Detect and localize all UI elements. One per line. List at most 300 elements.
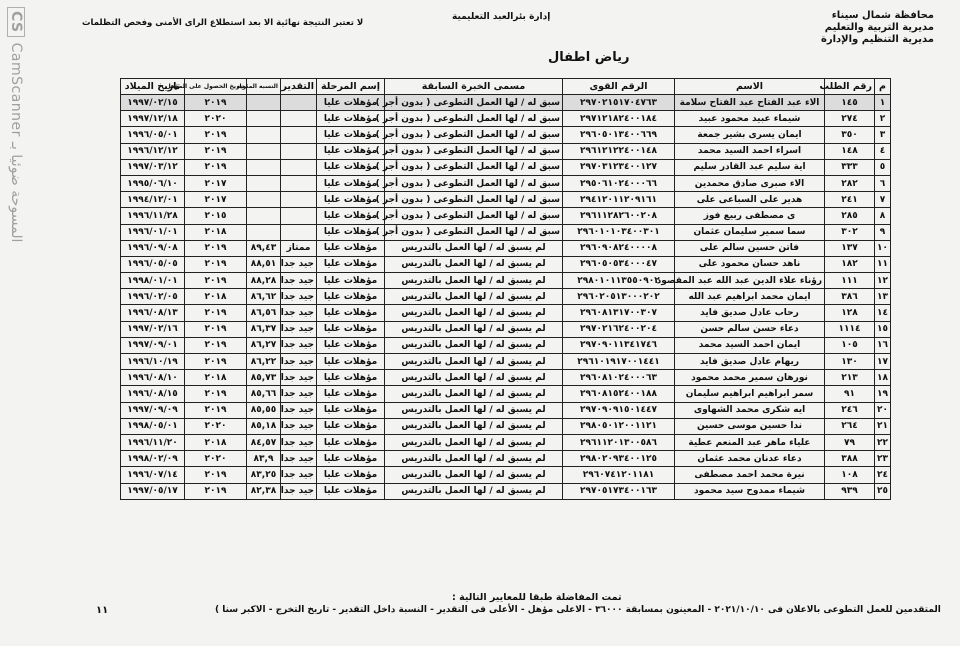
cell-pct: ٨٦,٢٢ xyxy=(247,354,281,370)
col-exp: مسمى الخبرة السابقة xyxy=(385,79,563,95)
cell-name: هدير على السباعى على xyxy=(675,192,825,208)
cell-name: علياء ماهر عبد المنعم عطية xyxy=(675,434,825,450)
cell-grade: جيد جدا xyxy=(281,386,317,402)
cell-num: ٤ xyxy=(875,143,891,159)
cell-app: ٩٣٩ xyxy=(825,483,875,499)
cell-app: ١٤٥ xyxy=(825,95,875,111)
table-row xyxy=(121,418,891,434)
cell-natid: ٢٩٦١١٢٨٢٦٠٠٢٠٨ xyxy=(563,208,675,224)
cell-exp: لم يسبق له / لها العمل بالتدريس xyxy=(385,289,563,305)
cell-stage: مؤهلات عليا xyxy=(317,467,385,483)
table-row xyxy=(121,175,891,191)
col-natid: الرقم القوى xyxy=(563,79,675,95)
cell-exp: لم يسبق له / لها العمل بالتدريس xyxy=(385,354,563,370)
cell-app: ٩١ xyxy=(825,386,875,402)
cell-name: ايمان محمد ابراهيم عبد الله xyxy=(675,289,825,305)
table-row xyxy=(121,354,891,370)
cell-dob: ١٩٩٦/٠٩/٠٨ xyxy=(121,240,185,256)
cell-stage: مؤهلات عليا xyxy=(317,208,385,224)
cell-grade: جيد جدا xyxy=(281,451,317,467)
cell-pct xyxy=(247,159,281,175)
cell-stage: مؤهلات عليا xyxy=(317,127,385,143)
cell-gdate: ٢٠١٩ xyxy=(185,321,247,337)
cell-stage: مؤهلات عليا xyxy=(317,175,385,191)
cell-natid: ٢٩٦٠١٠١٠٣٤٠٠٣٠١ xyxy=(563,224,675,240)
cell-name: ايمان احمد السيد محمد xyxy=(675,337,825,353)
cell-pct xyxy=(247,95,281,111)
cell-gdate: ٢٠١٩ xyxy=(185,143,247,159)
cell-num: ١١ xyxy=(875,256,891,272)
cell-gdate: ٢٠١٩ xyxy=(185,95,247,111)
cell-app: ٣٥٠ xyxy=(825,127,875,143)
cell-grade xyxy=(281,192,317,208)
cell-stage: مؤهلات عليا xyxy=(317,289,385,305)
footer-criteria-text: المتقدمين للعمل التطوعى بالاعلان فى ٢٠٢١/١٠/١٠ - المعينون بمسابقة ٣٦٠٠٠ - الاعلى مؤهل - الأعلى فى التقدير - النسبة داخل التقدير - تاريخ التخرج - الاكبر سنا ) xyxy=(215,605,941,615)
cell-natid: ٢٩٧٠٣١٢٣٤٠٠١٢٧ xyxy=(563,159,675,175)
cell-app: ١٢٨ xyxy=(825,305,875,321)
cell-dob: ١٩٩٦/٠٢/٠٥ xyxy=(121,289,185,305)
col-stage: إسم المرحلة xyxy=(317,79,385,95)
cell-name: رؤناء علاء الدين عبد الله عبد المقصود xyxy=(675,273,825,289)
cell-name: نورهان سمير محمد محمود xyxy=(675,370,825,386)
cell-name: رحاب عادل صديق فايد xyxy=(675,305,825,321)
cell-dob: ١٩٩٦/٠٥/٠١ xyxy=(121,127,185,143)
table-row xyxy=(121,370,891,386)
cell-stage: مؤهلات عليا xyxy=(317,273,385,289)
table-row xyxy=(121,143,891,159)
cell-num: ٢٢ xyxy=(875,434,891,450)
cell-dob: ١٩٩٦/٠٨/١٥ xyxy=(121,386,185,402)
cell-num: ٣ xyxy=(875,127,891,143)
cell-stage: مؤهلات عليا xyxy=(317,370,385,386)
cell-name: ريهام عادل صديق فايد xyxy=(675,354,825,370)
cell-natid: ٢٩٦٠٨١٠٢٤٠٠٠٦٣ xyxy=(563,370,675,386)
cell-stage: مؤهلات عليا xyxy=(317,451,385,467)
cell-gdate: ٢٠٢٠ xyxy=(185,451,247,467)
camscanner-watermark xyxy=(4,8,26,608)
cell-grade: جيد جدا xyxy=(281,370,317,386)
cell-gdate: ٢٠١٧ xyxy=(185,175,247,191)
cell-num: ١ xyxy=(875,95,891,111)
cell-natid: ٢٩٦٠٥٠١٣٤٠٠٦٦٩ xyxy=(563,127,675,143)
cell-app: ٢٦٤ xyxy=(825,418,875,434)
cell-app: ٣٨٨ xyxy=(825,451,875,467)
cell-name: شيماء ممدوح سيد محمود xyxy=(675,483,825,499)
cell-grade xyxy=(281,224,317,240)
cell-dob: ١٩٩٦/٠٧/١٤ xyxy=(121,467,185,483)
cell-exp: سبق له / لها العمل التطوعى ( بدون أجر ) xyxy=(385,224,563,240)
cell-stage: مؤهلات عليا xyxy=(317,434,385,450)
cell-num: ١٨ xyxy=(875,370,891,386)
cell-dob: ١٩٩٧/٠٩/٠٩ xyxy=(121,402,185,418)
cell-gdate: ٢٠١٩ xyxy=(185,483,247,499)
watermark-text: CamScanner المسوحة ضوئيا بـ xyxy=(8,42,24,243)
table-row xyxy=(121,208,891,224)
cell-pct: ٨٦,٦٢ xyxy=(247,289,281,305)
cell-dob: ١٩٩٥/٠٦/١٠ xyxy=(121,175,185,191)
cell-natid: ٢٩٧٠٩٠٩١٥٠١٤٤٧ xyxy=(563,402,675,418)
cell-app: ١٠٨ xyxy=(825,467,875,483)
cell-natid: ٢٩٧٠٩٠١١٣٤١٧٤٦ xyxy=(563,337,675,353)
cell-gdate: ٢٠١٩ xyxy=(185,240,247,256)
cell-num: ١٢ xyxy=(875,273,891,289)
cell-dob: ١٩٩٦/١٠/١٩ xyxy=(121,354,185,370)
table-row xyxy=(121,451,891,467)
cell-dob: ١٩٩٧/٠٣/١٢ xyxy=(121,159,185,175)
cell-name: سمر ابراهيم ابراهيم سليمان xyxy=(675,386,825,402)
table-header-row xyxy=(121,79,891,95)
cell-app: ٣٨٦ xyxy=(825,289,875,305)
cell-num: ١٠ xyxy=(875,240,891,256)
cell-natid: ٢٩٥٠٦١٠٢٤٠٠٠٦٦ xyxy=(563,175,675,191)
table-row xyxy=(121,305,891,321)
cell-stage: مؤهلات عليا xyxy=(317,159,385,175)
cell-app: ١٠٥ xyxy=(825,337,875,353)
cell-stage: مؤهلات عليا xyxy=(317,418,385,434)
cell-exp: لم يسبق له / لها العمل بالتدريس xyxy=(385,434,563,450)
cell-grade: جيد جدا xyxy=(281,434,317,450)
cell-num: ٢٤ xyxy=(875,467,891,483)
cell-gdate: ٢٠٢٠ xyxy=(185,418,247,434)
cell-exp: سبق له / لها العمل التطوعى ( بدون أجر ) xyxy=(385,111,563,127)
cell-pct: ٨٥,٦٦ xyxy=(247,386,281,402)
cell-gdate: ٢٠١٩ xyxy=(185,127,247,143)
cell-natid: ٢٩٦١٢١٢٢٤٠٠١٤٨ xyxy=(563,143,675,159)
cell-grade xyxy=(281,127,317,143)
table-row xyxy=(121,256,891,272)
cell-gdate: ٢٠١٩ xyxy=(185,159,247,175)
cell-grade: جيد جدا xyxy=(281,256,317,272)
cell-stage: مؤهلات عليا xyxy=(317,483,385,499)
table-row xyxy=(121,434,891,450)
cell-gdate: ٢٠١٩ xyxy=(185,337,247,353)
table-row xyxy=(121,467,891,483)
results-table xyxy=(120,78,891,500)
table-row xyxy=(121,111,891,127)
cell-grade: جيد جدا xyxy=(281,289,317,305)
cell-exp: لم يسبق له / لها العمل بالتدريس xyxy=(385,256,563,272)
cell-gdate: ٢٠١٨ xyxy=(185,224,247,240)
cell-pct: ٨٦,٢٧ xyxy=(247,337,281,353)
cell-num: ٧ xyxy=(875,192,891,208)
cell-grade xyxy=(281,159,317,175)
cell-pct: ٨٥,٥٥ xyxy=(247,402,281,418)
col-dob: تاريخ الميلاد xyxy=(121,79,185,95)
cell-app: ٣٠٢ xyxy=(825,224,875,240)
cell-grade xyxy=(281,143,317,159)
cell-num: ١٦ xyxy=(875,337,891,353)
gov-line-2: مديرية التربية والتعليم xyxy=(824,22,934,33)
cell-app: ٢٨٢ xyxy=(825,175,875,191)
cell-gdate: ٢٠١٩ xyxy=(185,386,247,402)
cell-exp: لم يسبق له / لها العمل بالتدريس xyxy=(385,337,563,353)
cell-grade xyxy=(281,175,317,191)
cell-dob: ١٩٩٦/٠٨/١٣ xyxy=(121,305,185,321)
cell-name: شيماء عبيد محمود عبيد xyxy=(675,111,825,127)
cell-natid: ٢٩٨٠٢٠٩٣٤٠٠١٢٥ xyxy=(563,451,675,467)
cell-name: ايمان يسرى بشير جمعة xyxy=(675,127,825,143)
cell-exp: سبق له / لها العمل التطوعى ( بدون أجر ) xyxy=(385,175,563,191)
cell-num: ٢١ xyxy=(875,418,891,434)
cell-natid: ٢٩٧٠٢١٦٢٤٠٠٢٠٤ xyxy=(563,321,675,337)
footer-criteria-title: تمت المفاضلة طبقا للمعايير التالية : xyxy=(452,592,622,603)
cell-exp: لم يسبق له / لها العمل بالتدريس xyxy=(385,370,563,386)
cell-stage: مؤهلات عليا xyxy=(317,402,385,418)
cell-stage: مؤهلات عليا xyxy=(317,95,385,111)
cell-exp: لم يسبق له / لها العمل بالتدريس xyxy=(385,386,563,402)
cell-grade xyxy=(281,111,317,127)
cell-app: ١٣٠ xyxy=(825,354,875,370)
table-row xyxy=(121,159,891,175)
cell-num: ٨ xyxy=(875,208,891,224)
table-row xyxy=(121,127,891,143)
cell-pct: ٨٣,٩ xyxy=(247,451,281,467)
cell-name: نيرة محمد احمد مصطفى xyxy=(675,467,825,483)
cell-pct xyxy=(247,192,281,208)
cell-stage: مؤهلات عليا xyxy=(317,305,385,321)
cell-app: ٣٣٣ xyxy=(825,159,875,175)
table-row xyxy=(121,386,891,402)
cell-natid: ٢٩٧١٢١٨٢٤٠٠١٨٤ xyxy=(563,111,675,127)
cell-gdate: ٢٠١٨ xyxy=(185,434,247,450)
cell-stage: مؤهلات عليا xyxy=(317,240,385,256)
cell-grade: جيد جدا xyxy=(281,402,317,418)
cell-grade: جيد جدا xyxy=(281,337,317,353)
cell-num: ٦ xyxy=(875,175,891,191)
col-pct: النسبه المئويه xyxy=(247,79,281,95)
camscanner-logo-icon: CS xyxy=(7,7,25,37)
table-row xyxy=(121,240,891,256)
cell-app: ١٨٢ xyxy=(825,256,875,272)
col-name: الاسم xyxy=(675,79,825,95)
cell-natid: ٢٩٦٠٢٠٥١٣٠٠٠٢٠٢ xyxy=(563,289,675,305)
cell-grade: جيد جدا xyxy=(281,273,317,289)
cell-gdate: ٢٠١٨ xyxy=(185,370,247,386)
cell-pct: ٨٨,٥١ xyxy=(247,256,281,272)
cell-app: ٢٤٦ xyxy=(825,402,875,418)
cell-natid: ٢٩٦٠٥٠٥٣٤٠٠٠٤٧ xyxy=(563,256,675,272)
cell-natid: ٢٩٤١٢٠١١٢٠٩١٦١ xyxy=(563,192,675,208)
cell-num: ٩ xyxy=(875,224,891,240)
cell-natid: ٢٩٦٠٨١٥٢٤٠٠١٨٨ xyxy=(563,386,675,402)
cell-num: ٢٥ xyxy=(875,483,891,499)
cell-name: الاء عبد الفتاح عبد الفتاح سلامة xyxy=(675,95,825,111)
cell-pct: ٨٩,٤٣ xyxy=(247,240,281,256)
section-title: رياض اطفال xyxy=(548,50,630,65)
cell-num: ١٥ xyxy=(875,321,891,337)
cell-pct xyxy=(247,127,281,143)
cell-name: فاتن حسين سالم على xyxy=(675,240,825,256)
cell-pct: ٨٥,١٨ xyxy=(247,418,281,434)
cell-dob: ١٩٩٧/١٢/١٨ xyxy=(121,111,185,127)
cell-exp: لم يسبق له / لها العمل بالتدريس xyxy=(385,451,563,467)
cell-gdate: ٢٠١٧ xyxy=(185,192,247,208)
governorate-header xyxy=(821,10,934,46)
table-row xyxy=(121,402,891,418)
table-row xyxy=(121,95,891,111)
cell-stage: مؤهلات عليا xyxy=(317,321,385,337)
cell-dob: ١٩٩٨/٠١/٠١ xyxy=(121,273,185,289)
cell-grade: جيد جدا xyxy=(281,467,317,483)
cell-dob: ١٩٩٧/٠٢/١٥ xyxy=(121,95,185,111)
cell-exp: لم يسبق له / لها العمل بالتدريس xyxy=(385,402,563,418)
cell-name: اية سليم عبد القادر سليم xyxy=(675,159,825,175)
cell-num: ١٩ xyxy=(875,386,891,402)
table-row xyxy=(121,337,891,353)
cell-dob: ١٩٩٧/٠٥/١٧ xyxy=(121,483,185,499)
cell-exp: لم يسبق له / لها العمل بالتدريس xyxy=(385,483,563,499)
cell-dob: ١٩٩٤/١٢/٠١ xyxy=(121,192,185,208)
disclaimer-note: لا تعتبر النتيجة نهائية الا بعد استطلاع الراى الأمنى وفحص التظلمات xyxy=(82,18,364,28)
page-number: ١١ xyxy=(96,605,109,616)
cell-num: ١٧ xyxy=(875,354,891,370)
cell-pct xyxy=(247,175,281,191)
cell-exp: لم يسبق له / لها العمل بالتدريس xyxy=(385,321,563,337)
cell-stage: مؤهلات عليا xyxy=(317,386,385,402)
cell-dob: ١٩٩٧/٠٢/١٦ xyxy=(121,321,185,337)
table-row xyxy=(121,192,891,208)
cell-num: ٢٣ xyxy=(875,451,891,467)
cell-gdate: ٢٠١٥ xyxy=(185,208,247,224)
cell-exp: سبق له / لها العمل التطوعى ( بدون أجر ) xyxy=(385,143,563,159)
cell-dob: ١٩٩٧/٠٩/٠١ xyxy=(121,337,185,353)
cell-gdate: ٢٠١٨ xyxy=(185,289,247,305)
cell-exp: سبق له / لها العمل التطوعى ( بدون أجر ) xyxy=(385,192,563,208)
cell-pct: ٨٦,٥٦ xyxy=(247,305,281,321)
cell-grade: جيد جدا xyxy=(281,354,317,370)
cell-app: ١١١٤ xyxy=(825,321,875,337)
cell-exp: سبق له / لها العمل التطوعى ( بدون أجر ) xyxy=(385,95,563,111)
cell-app: ٢٧٤ xyxy=(825,111,875,127)
cell-natid: ٢٩٨٠٥٠١٢٠٠١١٢١ xyxy=(563,418,675,434)
cell-grade: جيد جدا xyxy=(281,483,317,499)
gov-line-3: مديرية التنظيم والإدارة xyxy=(820,34,934,45)
cell-name: ندا حسين موسى حسين xyxy=(675,418,825,434)
cell-gdate: ٢٠١٩ xyxy=(185,256,247,272)
cell-num: ٥ xyxy=(875,159,891,175)
cell-gdate: ٢٠١٩ xyxy=(185,273,247,289)
cell-pct: ٨٢,٣٨ xyxy=(247,483,281,499)
cell-app: ٢٤١ xyxy=(825,192,875,208)
cell-name: دعاء عدنان محمد عثمان xyxy=(675,451,825,467)
cell-exp: سبق له / لها العمل التطوعى ( بدون أجر ) xyxy=(385,159,563,175)
col-gdate: تاريخ الحصول على المؤهل xyxy=(185,79,247,95)
cell-stage: مؤهلات عليا xyxy=(317,143,385,159)
gov-line-1: محافظة شمال سيناء xyxy=(831,10,934,21)
table-row xyxy=(121,483,891,499)
cell-pct: ٨٤,٥٧ xyxy=(247,434,281,450)
cell-exp: سبق له / لها العمل التطوعى ( بدون أجر ) xyxy=(385,127,563,143)
cell-gdate: ٢٠٢٠ xyxy=(185,111,247,127)
cell-exp: لم يسبق له / لها العمل بالتدريس xyxy=(385,273,563,289)
cell-stage: مؤهلات عليا xyxy=(317,111,385,127)
cell-app: ١٤٨ xyxy=(825,143,875,159)
cell-exp: لم يسبق له / لها العمل بالتدريس xyxy=(385,305,563,321)
cell-name: سما سمير سليمان عثمان xyxy=(675,224,825,240)
table-row xyxy=(121,321,891,337)
cell-name: اسراء احمد السيد محمد xyxy=(675,143,825,159)
cell-dob: ١٩٩٨/٠٢/٠٩ xyxy=(121,451,185,467)
cell-gdate: ٢٠١٩ xyxy=(185,402,247,418)
cell-dob: ١٩٩٦/١٢/١٢ xyxy=(121,143,185,159)
col-app: رقم الطلب xyxy=(825,79,875,95)
cell-stage: مؤهلات عليا xyxy=(317,256,385,272)
cell-gdate: ٢٠١٩ xyxy=(185,467,247,483)
cell-dob: ١٩٩٦/٠١/٠١ xyxy=(121,224,185,240)
cell-pct: ٨٣,٢٥ xyxy=(247,467,281,483)
col-grade: التقدير xyxy=(281,79,317,95)
cell-exp: لم يسبق له / لها العمل بالتدريس xyxy=(385,240,563,256)
cell-natid: ٢٩٨٠١٠١١٣٥٥٠٩٠٢ xyxy=(563,273,675,289)
cell-grade: ممتاز xyxy=(281,240,317,256)
cell-pct: ٨٨,٢٨ xyxy=(247,273,281,289)
table-row xyxy=(121,273,891,289)
cell-natid: ٢٩٦١١٢٠١٣٠٠٥٨٦ xyxy=(563,434,675,450)
cell-app: ٢١٣ xyxy=(825,370,875,386)
cell-app: ٧٩ xyxy=(825,434,875,450)
cell-natid: ٢٩٦٠٨١٣١٧٠٠٣٠٧ xyxy=(563,305,675,321)
cell-pct xyxy=(247,208,281,224)
cell-app: ١٣٧ xyxy=(825,240,875,256)
cell-app: ١١١ xyxy=(825,273,875,289)
cell-natid: ٢٩٦١٠١٩١٧٠٠١٤٤١ xyxy=(563,354,675,370)
cell-exp: سبق له / لها العمل التطوعى ( بدون أجر ) xyxy=(385,208,563,224)
cell-num: ١٣ xyxy=(875,289,891,305)
cell-exp: لم يسبق له / لها العمل بالتدريس xyxy=(385,467,563,483)
cell-grade: جيد جدا xyxy=(281,305,317,321)
cell-natid: ٢٩٦٠٩٠٨٢٤٠٠٠٠٨ xyxy=(563,240,675,256)
cell-stage: مؤهلات عليا xyxy=(317,192,385,208)
cell-dob: ١٩٩٦/٠٨/١٠ xyxy=(121,370,185,386)
table-row xyxy=(121,224,891,240)
cell-num: ٢ xyxy=(875,111,891,127)
cell-pct xyxy=(247,224,281,240)
cell-dob: ١٩٩٨/٠٥/٠١ xyxy=(121,418,185,434)
cell-stage: مؤهلات عليا xyxy=(317,354,385,370)
cell-stage: مؤهلات عليا xyxy=(317,337,385,353)
cell-grade: جيد جدا xyxy=(281,418,317,434)
cell-natid: ٢٩٦٠٧٤١٢٠١١٨١ xyxy=(563,467,675,483)
cell-pct: ٨٦,٣٧ xyxy=(247,321,281,337)
cell-name: ى مصطفى ربيع فوز xyxy=(675,208,825,224)
cell-grade xyxy=(281,95,317,111)
cell-name: دعاء حسن سالم حسن xyxy=(675,321,825,337)
cell-dob: ١٩٩٦/٠٥/٠٥ xyxy=(121,256,185,272)
cell-num: ٢٠ xyxy=(875,402,891,418)
cell-natid: ٢٩٧٠٢١٥١٧٠٤٧٦٣ xyxy=(563,95,675,111)
cell-pct: ٨٥,٧٣ xyxy=(247,370,281,386)
col-num: م xyxy=(875,79,891,95)
cell-gdate: ٢٠١٩ xyxy=(185,354,247,370)
cell-name: ناهد حسان محمود على xyxy=(675,256,825,272)
cell-name: الاء صبرى صادق محمدين xyxy=(675,175,825,191)
cell-grade: جيد جدا xyxy=(281,321,317,337)
cell-pct xyxy=(247,111,281,127)
cell-grade xyxy=(281,208,317,224)
cell-num: ١٤ xyxy=(875,305,891,321)
cell-dob: ١٩٩٦/١١/٢٠ xyxy=(121,434,185,450)
cell-stage: مؤهلات عليا xyxy=(317,224,385,240)
department-header: إدارة بئرالعبد التعليمية xyxy=(452,12,551,22)
cell-dob: ١٩٩٦/١١/٢٨ xyxy=(121,208,185,224)
cell-exp: لم يسبق له / لها العمل بالتدريس xyxy=(385,418,563,434)
table-row xyxy=(121,289,891,305)
cell-pct xyxy=(247,143,281,159)
cell-name: ايه شكرى محمد الشهاوى xyxy=(675,402,825,418)
cell-app: ٢٨٥ xyxy=(825,208,875,224)
cell-natid: ٢٩٧٠٥١٧٣٤٠٠١٦٣ xyxy=(563,483,675,499)
cell-gdate: ٢٠١٩ xyxy=(185,305,247,321)
